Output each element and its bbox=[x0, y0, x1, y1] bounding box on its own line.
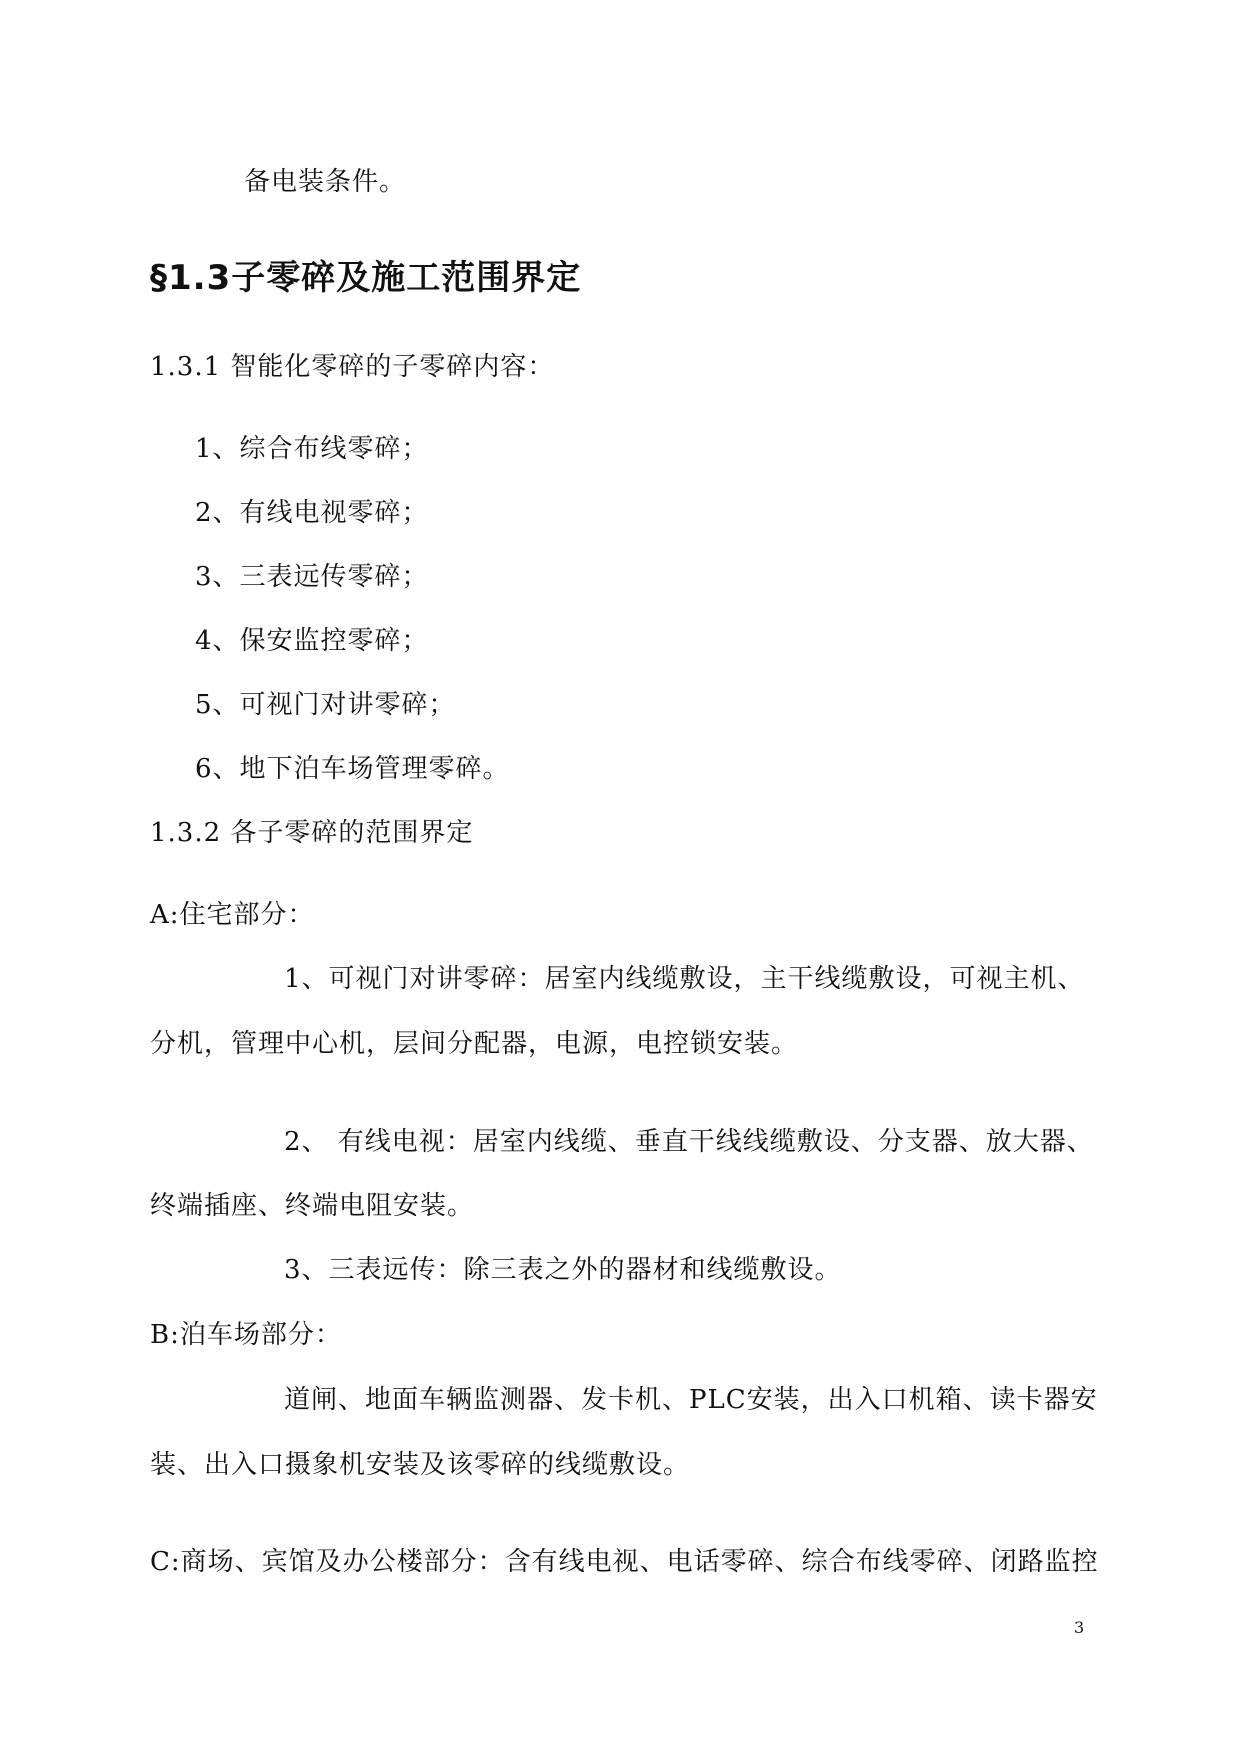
list-item: 3、三表远传零碎； bbox=[195, 562, 429, 592]
part-b-paragraph-line-1: 道闸、地面车辆监测器、发卡机、PLC安装，出入口机箱、读卡器安 bbox=[284, 1385, 1098, 1415]
continuation-text: 备电装条件。 bbox=[244, 167, 407, 197]
list-item: 2、有线电视零碎； bbox=[195, 498, 429, 528]
section-heading: §1.3子零碎及施工范围界定 bbox=[150, 258, 582, 298]
list-item: 1、综合布线零碎； bbox=[195, 434, 429, 464]
list-item: 5、可视门对讲零碎； bbox=[195, 690, 456, 720]
part-a-paragraph-2-line-1: 2、 有线电视：居室内线缆、垂直干线线缆敷设、分支器、放大器、 bbox=[284, 1127, 1094, 1157]
subsection-heading-1-3-2: 1.3.2 各子零碎的范围界定 bbox=[150, 818, 474, 848]
part-a-paragraph-1-line-2: 分机，管理中心机，层间分配器，电源，电控锁安装。 bbox=[150, 1029, 799, 1059]
part-a-paragraph-2-line-2: 终端插座、终端电阻安装。 bbox=[150, 1191, 475, 1221]
page-number: 3 bbox=[1074, 1618, 1085, 1637]
list-item: 4、保安监控零碎； bbox=[195, 626, 429, 656]
part-a-label: A:住宅部分： bbox=[150, 900, 315, 930]
part-a-paragraph-3: 3、三表远传：除三表之外的器材和线缆敷设。 bbox=[284, 1255, 842, 1285]
list-item: 6、地下泊车场管理零碎。 bbox=[195, 754, 510, 784]
part-a-paragraph-1-line-1: 1、可视门对讲零碎：居室内线缆敷设，主干线缆敷设，可视主机、 bbox=[284, 964, 1085, 994]
part-b-label: B:泊车场部分： bbox=[150, 1320, 342, 1350]
part-c-line-1: C:商场、宾馆及办公楼部分：含有线电视、电话零碎、综合布线零碎、闭路监控 bbox=[150, 1547, 1099, 1577]
part-b-paragraph-line-2: 装、出入口摄象机安装及该零碎的线缆敷设。 bbox=[150, 1450, 691, 1480]
subsection-heading-1-3-1: 1.3.1 智能化零碎的子零碎内容： bbox=[150, 352, 555, 382]
